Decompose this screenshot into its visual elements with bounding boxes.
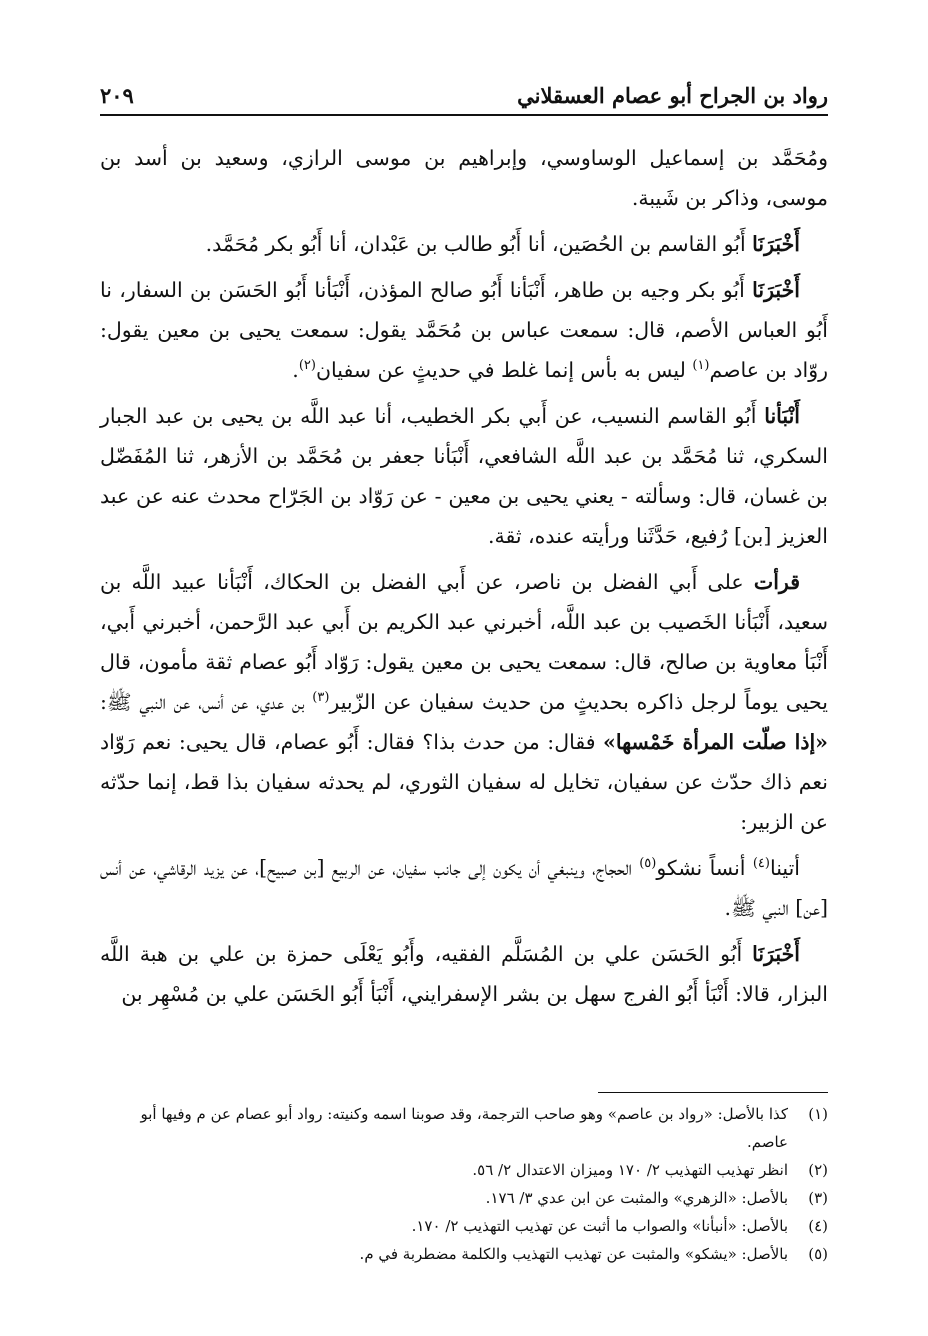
paragraph-text: أَبُو بكر وجيه بن طاهر، أَنْبَأنا أَبُو صالح المؤذن، أَنْبَأنا أَبُو الحَسَن بن السفار، نا أَبُو العباس الأصم، قال: سمعت عباس بن مُحَمَّد يقول: سمعت يحيى بن معين يقول: روّاد بن عاصم bbox=[100, 278, 828, 382]
paragraph-lead: أَخْبَرَنَا bbox=[752, 942, 800, 966]
paragraph bbox=[100, 848, 828, 928]
paragraph-lead: أَخْبَرَنَا bbox=[752, 232, 800, 256]
paragraph-text: أتينا bbox=[769, 856, 800, 880]
footnote-number: (٢) bbox=[808, 1161, 828, 1179]
footnote-number: (٥) bbox=[808, 1245, 828, 1263]
footnote-item bbox=[100, 1100, 828, 1156]
paragraph-text: ليس به بأس إنما غلط في حديثٍ عن سفيان bbox=[315, 358, 693, 382]
paragraph bbox=[100, 562, 828, 842]
footnote-text: انظر تهذيب التهذيب ٢/ ١٧٠ وميزان الاعتدال ٢/ ٥٦. bbox=[472, 1161, 788, 1179]
footnote-item bbox=[100, 1212, 828, 1240]
paragraph-text: ومُحَمَّد بن إسماعيل الوساوسي، وإبراهيم بن موسى الرازي، وسعيد بن أسد بن موسى، وذاكر بن شَيبة. bbox=[100, 146, 828, 210]
paragraph bbox=[100, 138, 828, 218]
paragraph bbox=[100, 934, 828, 1014]
paragraph-lead: أَخْبَرَنَا bbox=[752, 278, 800, 302]
paragraph-text: على أَبي الفضل بن ناصر، عن أَبي الفضل بن الحكاك، أَنْبَأنا عبيد اللَّه بن سعيد، أَنْبَأنا الخَصيب بن عبد اللَّه، أخبرني عبد الكريم بن أَبي عبد الرَّحمن، أخبرني أَبي، أَنْبَأ معاوية بن صالح، قال: سمعت يحيى بن معين يقول: رَوّاد أَبُو عصام ثقة مأمون، قال يحيى يوماً لرجل ذاكره بحديثٍ من حديث سفيان عن الزّبير bbox=[100, 570, 828, 714]
paragraph-text: الحجاج، وينبغي أن يكون إلى جانب سفيان، عن الربيع [بن صبيح]، عن يزيد الرقاشي، عن أنس [عن] النبي ﷺ. bbox=[100, 856, 828, 920]
paragraph-text: بن عدي، عن أنس، عن النبي ﷺ: bbox=[100, 690, 313, 714]
paragraph bbox=[100, 224, 828, 264]
footnote-ref[interactable]: (٥) bbox=[639, 856, 657, 872]
page-number: ٢٠٩ bbox=[100, 83, 134, 108]
paragraph-lead: قرأت bbox=[753, 570, 800, 594]
footnote-text: بالأصل: «أنبأنا» والصواب ما أثبت عن تهذيب التهذيب ٢/ ١٧٠. bbox=[411, 1217, 788, 1235]
paragraph-text: فقال: من حدث بذا؟ فقال: أَبُو عصام، قال يحيى: نعم رَوّاد نعم ذاك حدّث عن سفيان، تخايل له سفيان الثوري، لم يحدثه سفيان بذا قط، إنما حدّثه عن الزبير: bbox=[100, 730, 828, 834]
footnote-text: كذا بالأصل: «رواد بن عاصم» وهو صاحب الترجمة، وقد صوبنا اسمه وكنيته: رواد أبو عصام عن م وفيها أبو عاصم. bbox=[140, 1105, 788, 1151]
hadith-quote: «إذا صلّت المرأة خَمْسها» bbox=[603, 730, 828, 754]
footnote-text: بالأصل: «الزهري» والمثبت عن ابن عدي ٣/ ١٧٦. bbox=[485, 1189, 788, 1207]
main-text bbox=[100, 138, 828, 1020]
paragraph-text: أَبُو الحَسَن علي بن المُسَلَّم الفقيه، وأَبُو يَعْلَى حمزة بن علي بن هبة اللَّه البزار، قالا: أَنْبَأ أَبُو الفرج سهل بن بشر الإسفرايني، أَنْبَأ أَبُو الحَسَن علي بن مُسْهِر بن bbox=[100, 942, 828, 1006]
header-title: رواد بن الجراح أبو عصام العسقلاني bbox=[517, 83, 828, 108]
footnote-item bbox=[100, 1240, 828, 1268]
paragraph bbox=[100, 270, 828, 390]
footnotes bbox=[100, 1100, 828, 1268]
footnote-text: بالأصل: «يشكو» والمثبت عن تهذيب التهذيب والكلمة مضطربة في م. bbox=[359, 1245, 788, 1263]
paragraph-text: . bbox=[292, 358, 299, 382]
footnote-item bbox=[100, 1156, 828, 1184]
running-header bbox=[100, 68, 828, 116]
paragraph-lead: أَنْبَأنا bbox=[764, 404, 800, 428]
footnote-number: (٤) bbox=[808, 1217, 828, 1235]
paragraph-text: أَبُو القاسم النسيب، عن أَبي بكر الخطيب، أنا عبد اللَّه بن يحيى بن عبد الجبار السكري، ثنا مُحَمَّد بن عبد اللَّه الشافعي، أَنْبَأنا جعفر بن مُحَمَّد بن الأزهر، ثنا المُفَضّل بن غسان، قال: وسألته - يعني يحيى بن معين - عن رَوّاد بن الجَرّاح محدث عنه عن عبد العزيز [بن] رُفيع، حَدَّثَنا ورأيته عنده، ثقة. bbox=[100, 404, 828, 548]
footnote-number: (٣) bbox=[808, 1189, 828, 1207]
footnote-ref[interactable]: (٢) bbox=[298, 358, 316, 374]
footnote-divider bbox=[598, 1092, 828, 1093]
footnote-number: (١) bbox=[808, 1105, 828, 1123]
footnote-ref[interactable]: (١) bbox=[692, 358, 710, 374]
paragraph-text: أَبُو القاسم بن الحُصَين، أنا أَبُو طالب بن عَبْدان، أنا أَبُو بكر مُحَمَّد. bbox=[205, 232, 753, 256]
footnote-item bbox=[100, 1184, 828, 1212]
paragraph bbox=[100, 396, 828, 556]
paragraph-text: أنساً نشكو bbox=[656, 856, 753, 880]
footnote-ref[interactable]: (٤) bbox=[752, 856, 770, 872]
footnote-ref[interactable]: (٣) bbox=[312, 690, 330, 706]
